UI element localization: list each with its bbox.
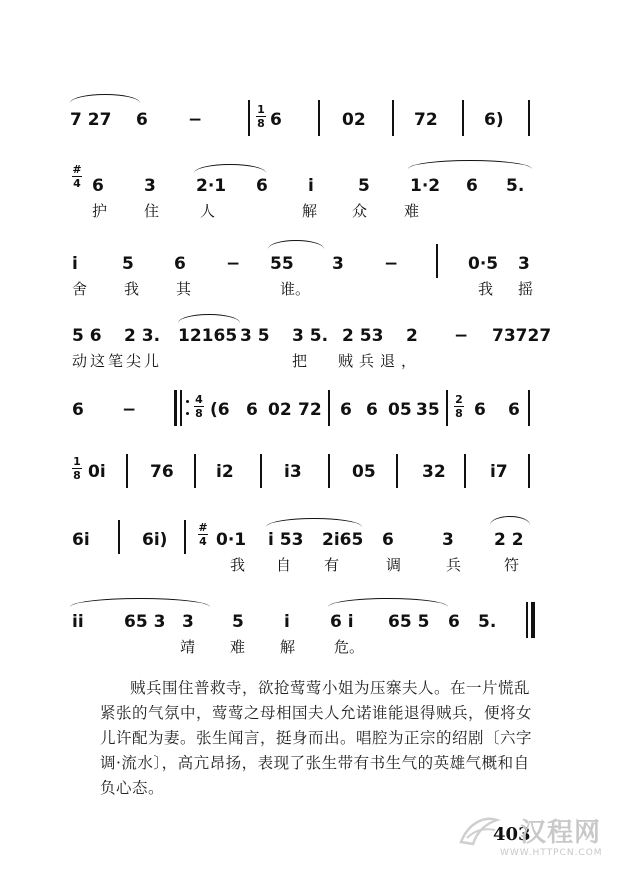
note: 6 <box>508 400 520 420</box>
barline <box>260 454 262 488</box>
lyric: 兵 <box>446 556 462 574</box>
lyric: 动这笔尖儿 <box>72 352 163 370</box>
note-group: 65 5 <box>388 612 430 632</box>
barline <box>528 454 530 488</box>
score-line-5 <box>70 390 550 430</box>
lyric: 护 <box>92 202 108 220</box>
slur <box>70 598 210 607</box>
note-group: 6 <box>270 110 282 130</box>
lyric: 其 <box>176 280 192 298</box>
note: 6 <box>474 400 486 420</box>
time-signature: 1 8 <box>257 103 265 130</box>
note: i <box>308 176 314 196</box>
note-group: 72 <box>298 400 322 420</box>
lyric: 住 <box>144 202 160 220</box>
lyric: 危。 <box>334 638 365 656</box>
barline <box>318 100 320 136</box>
note-group: 3 5. <box>292 326 329 346</box>
slur <box>490 516 530 525</box>
note: 6 <box>466 176 478 196</box>
lyric: 调 <box>386 556 402 574</box>
note-group: 76 <box>150 462 174 482</box>
barline <box>392 100 394 136</box>
note: 6 <box>174 254 186 274</box>
note-group: 6i <box>72 530 90 550</box>
note-group: 2 2 <box>494 530 524 550</box>
note-group: i7 <box>490 462 508 482</box>
lyric: 舍 <box>72 280 88 298</box>
note-group: 0·5 <box>468 254 499 274</box>
note: 3 <box>182 612 194 632</box>
score-line-3 <box>70 238 550 298</box>
note: 5 <box>232 612 244 632</box>
barline <box>328 454 330 488</box>
barline <box>462 100 464 136</box>
repeat-barline <box>180 390 182 426</box>
note-group: 5 6 <box>72 326 102 346</box>
barline <box>464 454 466 488</box>
note-group: i2 <box>216 462 234 482</box>
slur <box>194 164 266 173</box>
note: 6 <box>92 176 104 196</box>
note-group: 2 53 <box>342 326 384 346</box>
note-group: 6) <box>484 110 504 130</box>
note: 6 <box>366 400 378 420</box>
lyric: 有 <box>324 556 340 574</box>
lyric: 摇 <box>518 280 534 298</box>
lyric: 难 <box>230 638 246 656</box>
note-group: 0·1 <box>216 530 247 550</box>
lyric: 我 <box>230 556 246 574</box>
note-group: i3 <box>284 462 302 482</box>
score-line-7 <box>70 514 550 574</box>
note: 5. <box>478 612 497 632</box>
note: i <box>284 612 290 632</box>
note-group: 2 3. <box>124 326 161 346</box>
lyric: 贼兵退， <box>338 352 423 370</box>
note-group: 65 3 <box>124 612 166 632</box>
note-group: 0i <box>88 462 106 482</box>
note-group: 6 i <box>330 612 354 632</box>
note: 1·2 <box>410 176 441 196</box>
lyric: 符 <box>504 556 520 574</box>
note-group: 02 <box>342 110 366 130</box>
score-line-4 <box>70 312 550 372</box>
barline <box>184 520 186 554</box>
slur <box>70 94 140 103</box>
score-line-8 <box>70 596 550 656</box>
watermark-url: WWW.HTTPCN.COM <box>500 848 603 858</box>
note-group: 6 <box>136 110 148 130</box>
barline <box>118 520 120 554</box>
note-group: 02 <box>268 400 292 420</box>
note: 6 <box>246 400 258 420</box>
key-mark: # 4 <box>198 521 208 548</box>
note-group: 3 5 <box>240 326 270 346</box>
barline <box>328 390 330 426</box>
commentary-paragraph: 贼兵围住普救寺，欲抢莺莺小姐为压寨夫人。在一片慌乱紧张的气氛中，莺莺之母相国夫人允诺谁能退得贼兵，便将女儿许配为妻。张生闻言，挺身而出。唱腔为正宗的绍剧〔六字调·流水〕，高亢昂扬，表现了张生带有书生气的英雄气概和自负心态。 <box>100 679 533 797</box>
barline <box>396 454 398 488</box>
dash: − <box>384 254 399 274</box>
lyric: 谁。 <box>280 280 311 298</box>
score-line-1 <box>70 100 550 140</box>
final-barline <box>531 602 535 638</box>
note: 5 <box>358 176 370 196</box>
note: 6 <box>340 400 352 420</box>
slur <box>408 160 532 169</box>
note-group: 05 <box>388 400 412 420</box>
barline <box>528 390 530 426</box>
barline <box>126 454 128 488</box>
barline <box>446 390 448 426</box>
note: 6 <box>382 530 394 550</box>
lyric: 人 <box>200 202 216 220</box>
lyric: 把 <box>292 352 308 370</box>
note-group: 12165 <box>178 326 238 346</box>
note: 5 <box>122 254 134 274</box>
note-group: i 53 <box>268 530 304 550</box>
note-group: 73727 <box>492 326 552 346</box>
note-group: 32 <box>422 462 446 482</box>
note: 5. <box>506 176 525 196</box>
dash: − <box>226 254 241 274</box>
barline <box>528 100 530 136</box>
note-group: 05 <box>352 462 376 482</box>
note: 3 <box>518 254 530 274</box>
slur <box>328 598 448 607</box>
slur <box>266 518 362 527</box>
note: 3 <box>442 530 454 550</box>
watermark-logo-icon <box>455 812 501 848</box>
lyric: 靖 <box>180 638 196 656</box>
lyric: 自 <box>276 556 292 574</box>
watermark-text: 汉程网 <box>520 818 602 848</box>
repeat-barline <box>174 390 177 426</box>
repeat-dot <box>186 400 189 403</box>
note-group: 35 <box>416 400 440 420</box>
barline <box>248 100 250 136</box>
page-number: 403 <box>493 824 531 845</box>
note: 6 <box>256 176 268 196</box>
note: 6 <box>448 612 460 632</box>
lyric: 解 <box>302 202 318 220</box>
note-group: 7 27 <box>70 110 112 130</box>
note-group: 6i) <box>142 530 168 550</box>
note: 3 <box>144 176 156 196</box>
note: 2·1 <box>196 176 227 196</box>
dash: − <box>122 400 137 420</box>
dash: − <box>454 326 469 346</box>
lyric: 我 <box>124 280 140 298</box>
lyric: 众 <box>352 202 368 220</box>
note: 6 <box>72 400 84 420</box>
score-line-2 <box>70 160 550 220</box>
barline <box>436 244 438 278</box>
lyric: 难 <box>404 202 420 220</box>
note: 2 <box>406 326 418 346</box>
time-signature: 2 8 <box>455 393 463 420</box>
note: 3 <box>332 254 344 274</box>
time-signature: 1 8 <box>73 455 81 482</box>
lyric: 我 <box>478 280 494 298</box>
barline <box>194 454 196 488</box>
note: (6 <box>210 400 230 420</box>
score-line-6 <box>70 454 550 494</box>
note-group: 2i65 <box>322 530 364 550</box>
note-group: 72 <box>414 110 438 130</box>
note: i <box>72 254 78 274</box>
note-group: 55 <box>270 254 294 274</box>
note-group: ii <box>72 612 84 632</box>
lyric: 解 <box>280 638 296 656</box>
slur <box>178 314 240 323</box>
time-signature: 4 8 <box>195 393 203 420</box>
dash: − <box>188 110 203 130</box>
slur <box>268 240 324 249</box>
repeat-dot <box>186 412 189 415</box>
final-barline <box>526 602 528 638</box>
key-mark: # 4 <box>72 163 82 190</box>
